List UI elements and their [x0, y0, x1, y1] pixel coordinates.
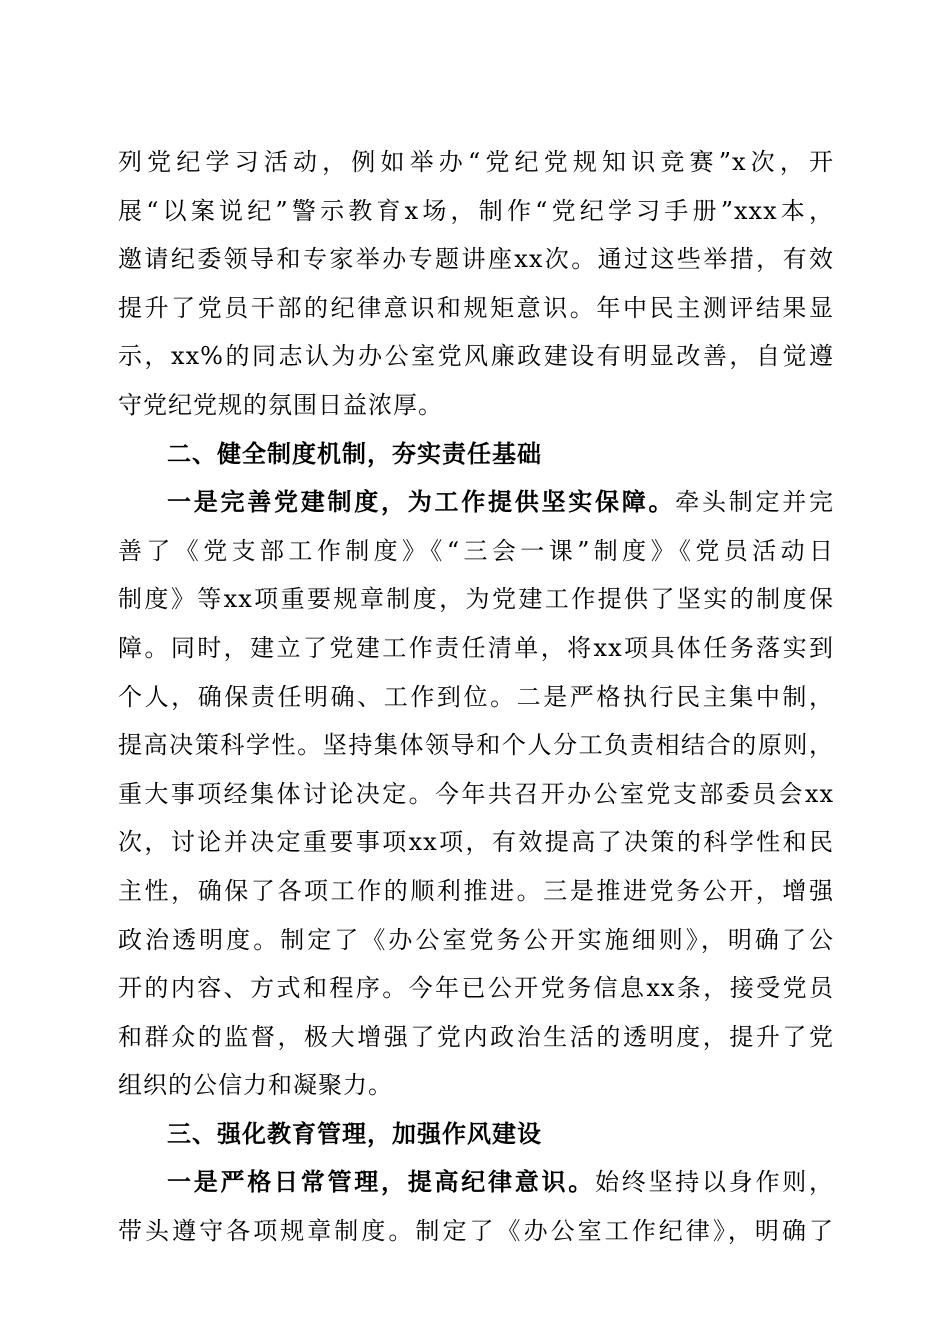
text-line: 带头遵守各项规章制度。制定了《办公室工作纪律》，明确了: [118, 1217, 834, 1246]
text-line: 善了《党支部工作制度》《“三会一课”制度》《党员活动日: [118, 536, 834, 565]
text-line: 制度》等xx项重要规章制度，为党建工作提供了坚实的制度保: [118, 585, 834, 614]
text-line: 组织的公信力和凝聚力。: [118, 1071, 393, 1100]
lead-sentence: 一是严格日常管理，提高纪律意识。: [167, 1167, 595, 1197]
text-line: 次，讨论并决定重要事项xx项，有效提高了决策的科学性和民: [118, 828, 834, 857]
section-heading-2: 二、健全制度机制，夯实责任基础: [167, 439, 542, 468]
paragraph-party-discipline-study: [118, 138, 834, 430]
lead-rest: 牵头制定并完: [675, 488, 834, 517]
text-line: 守党纪党规的氛围日益浓厚。: [118, 390, 443, 419]
text-line: 开的内容、方式和程序。今年已公开党务信息xx条，接受党员: [118, 974, 834, 1003]
text-line: 重大事项经集体讨论决定。今年共召开办公室党支部委员会xx: [118, 779, 834, 808]
text-line-first: [118, 1158, 834, 1207]
lead-rest: 始终坚持以身作则，: [595, 1168, 834, 1197]
paragraph-education-management: [118, 1158, 834, 1255]
lead-sentence: 一是完善党建制度，为工作提供坚实保障。: [167, 487, 676, 517]
text-line: 展“以案说纪”警示教育x场，制作“党纪学习手册”xxx本，: [118, 196, 834, 225]
text-line: 列党纪学习活动，例如举办“党纪党规知识竞赛”x次，开: [118, 148, 834, 176]
text-line: 障。同时，建立了党建工作责任清单，将xx项具体任务落实到: [118, 633, 834, 662]
text-line: 提升了党员干部的纪律意识和规矩意识。年中民主测评结果显: [118, 293, 834, 322]
text-line: 个人，确保责任明确、工作到位。二是严格执行民主集中制，: [118, 682, 834, 711]
text-line: 示，xx%的同志认为办公室党风廉政建设有明显改善，自觉遵: [118, 342, 834, 371]
text-line: 和群众的监督，极大增强了党内政治生活的透明度，提升了党: [118, 1022, 834, 1051]
section-heading-3: 三、强化教育管理，加强作风建设: [167, 1119, 542, 1148]
text-line: 邀请纪委领导和专家举办专题讲座xx次。通过这些举措，有效: [118, 245, 834, 274]
document-page: [118, 138, 834, 1256]
text-line: 主性，确保了各项工作的顺利推进。三是推进党务公开，增强: [118, 876, 834, 905]
text-line-first: [118, 478, 834, 527]
text-line: 提高决策科学性。坚持集体领导和个人分工负责相结合的原则，: [118, 731, 834, 760]
text-line: 政治透明度。制定了《办公室党务公开实施细则》，明确了公: [118, 925, 834, 954]
paragraph-system-mechanism: [118, 478, 834, 1110]
